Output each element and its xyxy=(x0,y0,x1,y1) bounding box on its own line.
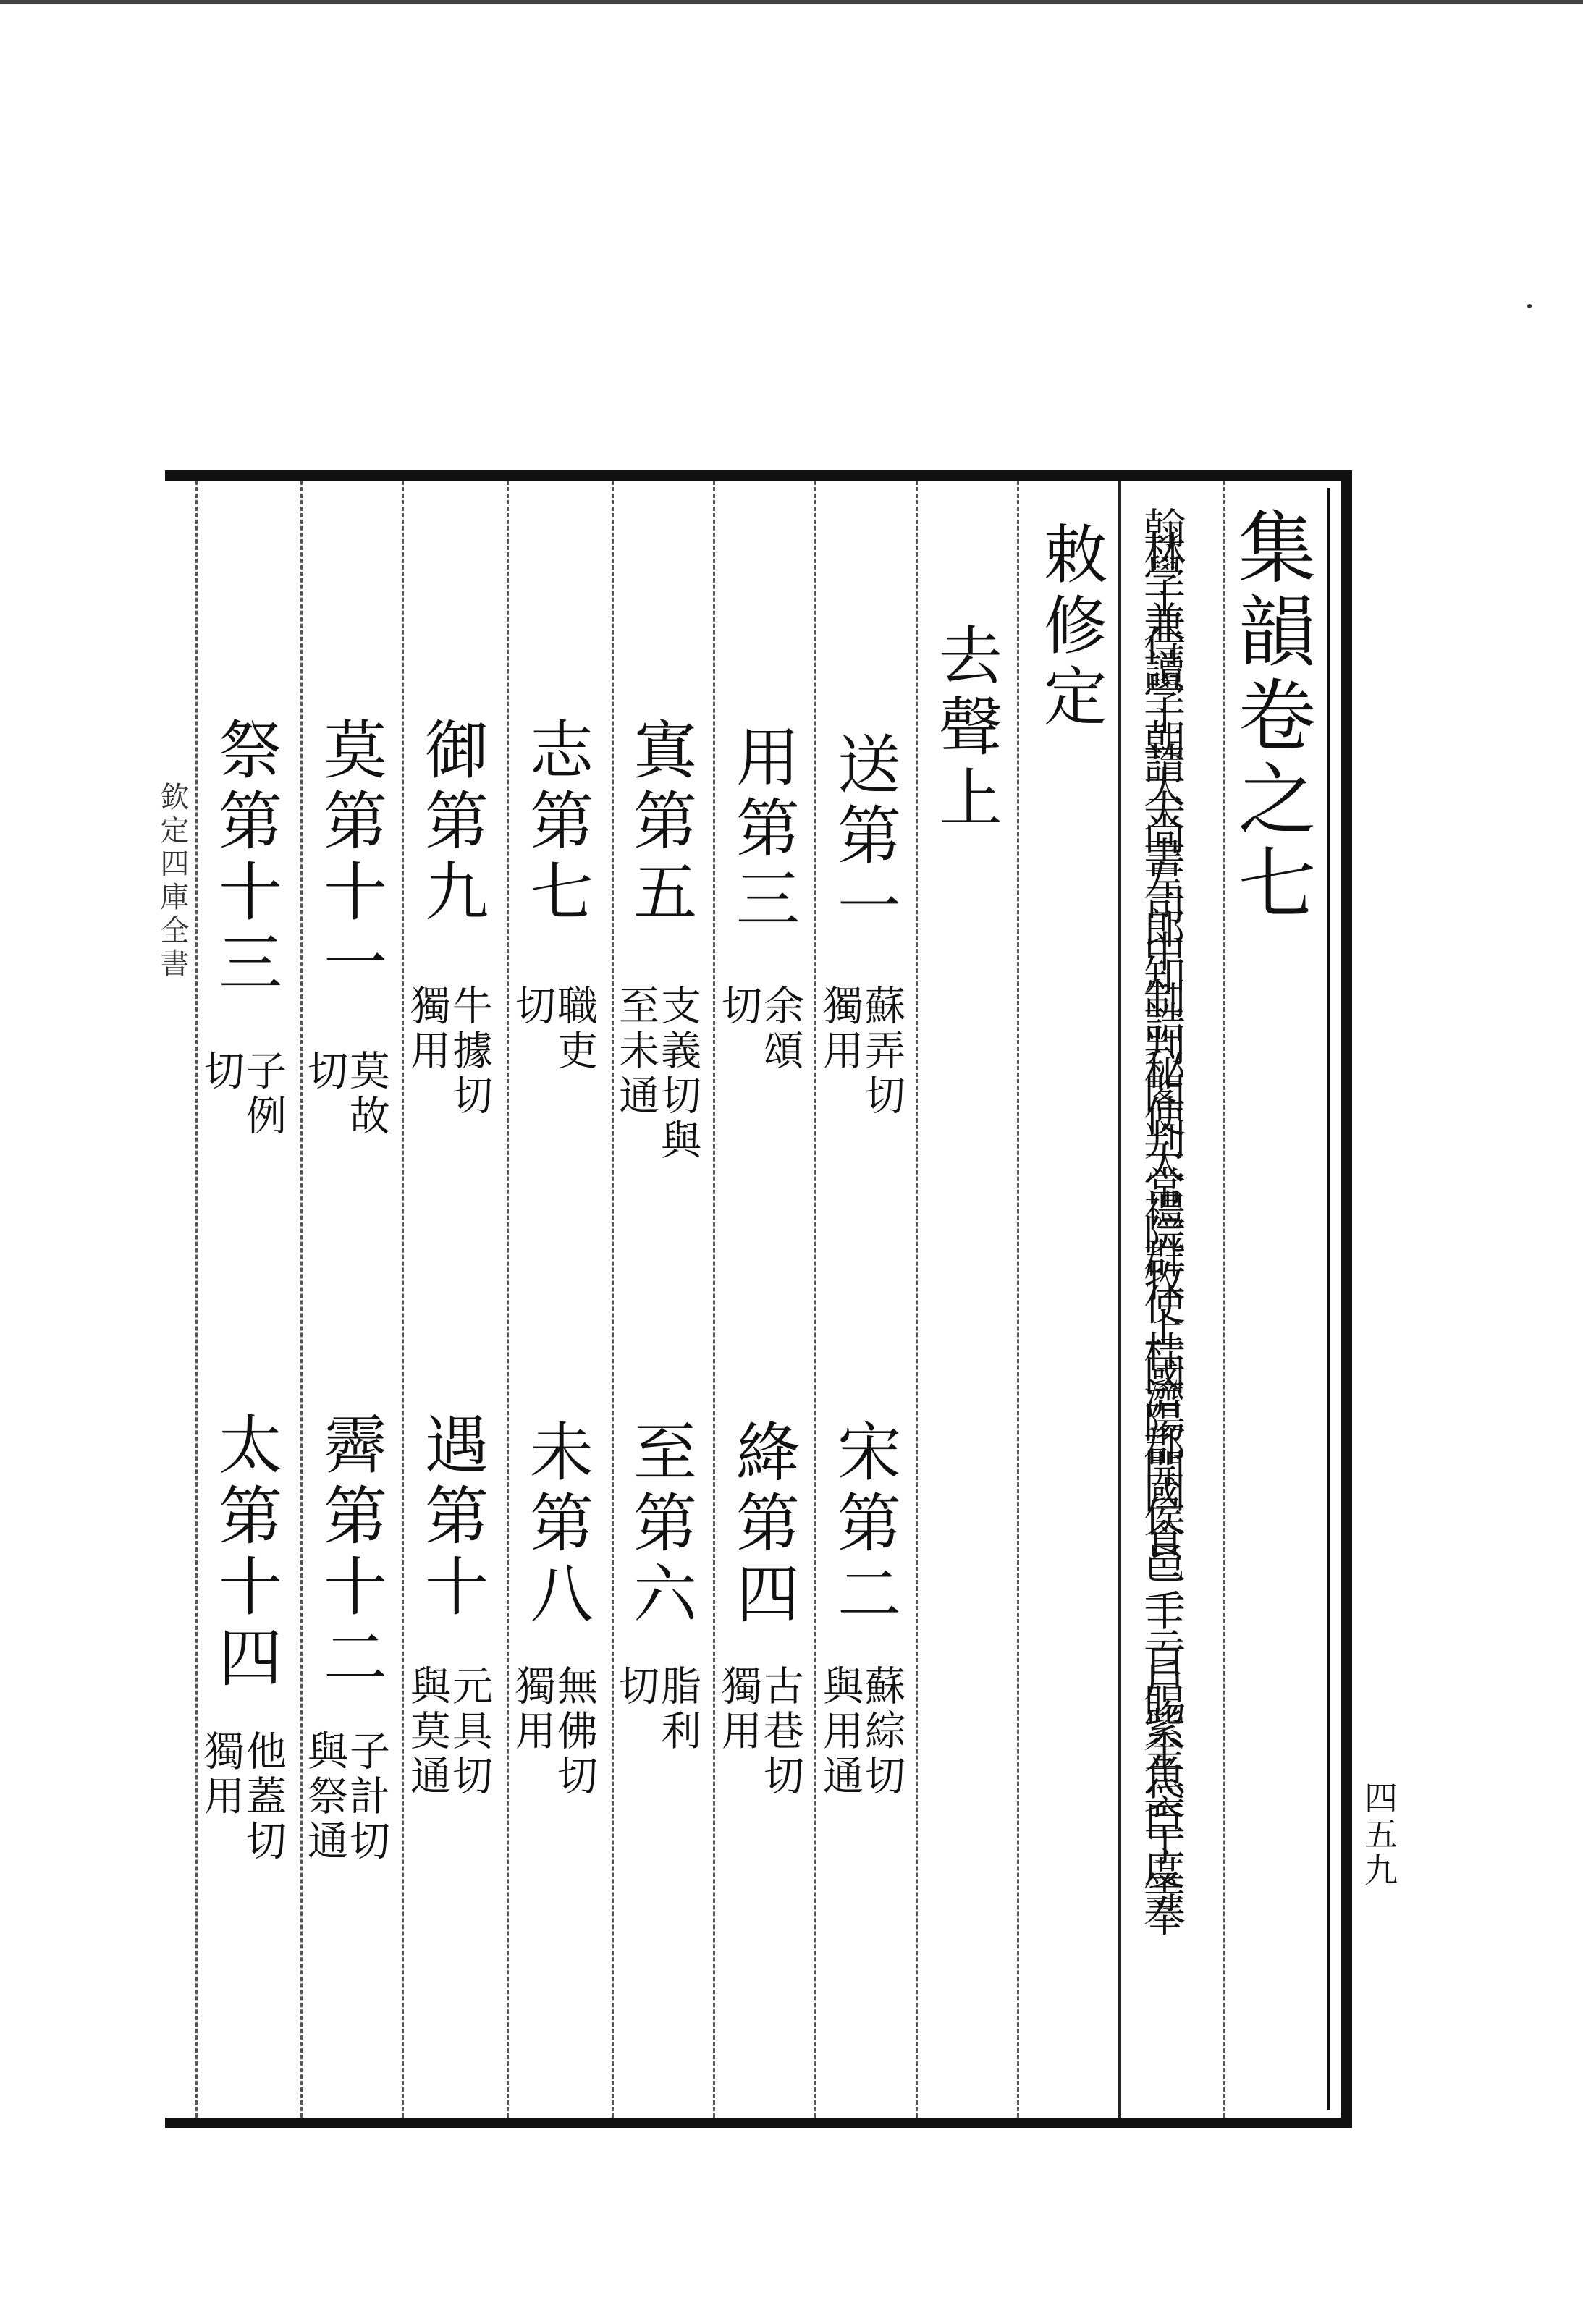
rhyme-note: 子計切 xyxy=(343,1730,390,1864)
rhyme-head: 宋第二 xyxy=(827,1419,902,1631)
rhyme-note: 獨用 xyxy=(715,1665,762,1754)
rhyme-note: 子例 xyxy=(240,1049,287,1139)
rule-col-4 xyxy=(507,481,509,2118)
rhyme-head: 遇第十 xyxy=(415,1411,489,1624)
rhyme-note: 余頌 xyxy=(757,984,804,1074)
rule-col-2 xyxy=(713,481,715,2118)
rhyme-note: 與莫通 xyxy=(404,1665,451,1799)
compiler-line: 翰林學士兼侍讀學士朝請大夫尚書左司郎中知制誥判秘閣使判太常禮院群牧使上桂國濟陽郡開國侯食邑二千三百戶賜紫金魚袋臣丁度等奉 xyxy=(1136,507,1186,1918)
rhyme-head: 至第六 xyxy=(623,1419,698,1631)
rule-col-7 xyxy=(195,481,198,2118)
top-rule xyxy=(0,0,1583,4)
rhyme-note: 他蓋切 xyxy=(240,1730,287,1864)
rhyme-note: 莫故 xyxy=(343,1049,390,1139)
rule-compiler xyxy=(1118,481,1121,2118)
rule-col-5 xyxy=(402,481,404,2118)
rule-col-6 xyxy=(300,481,303,2118)
rhyme-note: 至未通 xyxy=(612,984,659,1119)
frame-inner-rule xyxy=(1327,488,1330,2110)
scan-speck xyxy=(1527,304,1532,308)
rule-col-1 xyxy=(814,481,816,2118)
rhyme-note: 無佛切 xyxy=(551,1665,598,1799)
rhyme-note: 蘇綜切 xyxy=(858,1665,906,1799)
book-title: 集韻卷之七 xyxy=(1225,507,1315,926)
rhyme-note: 支義切與 xyxy=(654,984,701,1164)
rhyme-note: 切 xyxy=(612,1665,659,1710)
margin-note: 欽定四庫全書 xyxy=(156,782,189,981)
rhyme-note: 牛據切 xyxy=(446,984,493,1119)
rhyme-head: 絳第四 xyxy=(726,1419,801,1631)
rhyme-note: 蘇弄切 xyxy=(858,984,906,1119)
rhyme-head: 莫第十一 xyxy=(313,717,388,1000)
rhyme-note: 獨用 xyxy=(404,984,451,1074)
rhyme-head: 用第三 xyxy=(726,724,801,937)
rule-edict xyxy=(1017,481,1019,2118)
rhyme-head: 送第一 xyxy=(827,731,902,944)
section-heading: 去聲上 xyxy=(929,622,1003,835)
rhyme-note: 獨用 xyxy=(198,1730,245,1820)
rhyme-note: 獨用 xyxy=(509,1665,556,1754)
rhyme-note: 古巷切 xyxy=(757,1665,804,1799)
rhyme-note: 脂利 xyxy=(654,1665,701,1754)
page-number: 四五九 xyxy=(1359,1780,1398,1889)
rhyme-head: 志第七 xyxy=(520,717,594,929)
rhyme-note: 切 xyxy=(509,984,556,1029)
rhyme-head: 祭第十三 xyxy=(208,717,283,1000)
rhyme-note: 與祭通 xyxy=(301,1730,348,1864)
rule-col-3 xyxy=(612,481,614,2118)
rhyme-note: 切 xyxy=(301,1049,348,1094)
rhyme-note: 切 xyxy=(198,1049,245,1094)
rhyme-note: 獨用 xyxy=(816,984,864,1074)
rule-section xyxy=(916,481,918,2118)
rhyme-head: 太第十四 xyxy=(208,1411,283,1695)
edict-text: 敕修定 xyxy=(1034,521,1108,734)
rhyme-note: 切 xyxy=(715,984,762,1029)
rhyme-head: 御第九 xyxy=(415,717,489,929)
rhyme-note: 與用通 xyxy=(816,1665,864,1799)
rhyme-note: 元具切 xyxy=(446,1665,493,1799)
rhyme-head: 未第八 xyxy=(520,1419,594,1631)
rhyme-head: 寘第五 xyxy=(623,717,698,929)
rhyme-head: 霽第十二 xyxy=(313,1411,388,1695)
rhyme-note: 職吏 xyxy=(551,984,598,1074)
